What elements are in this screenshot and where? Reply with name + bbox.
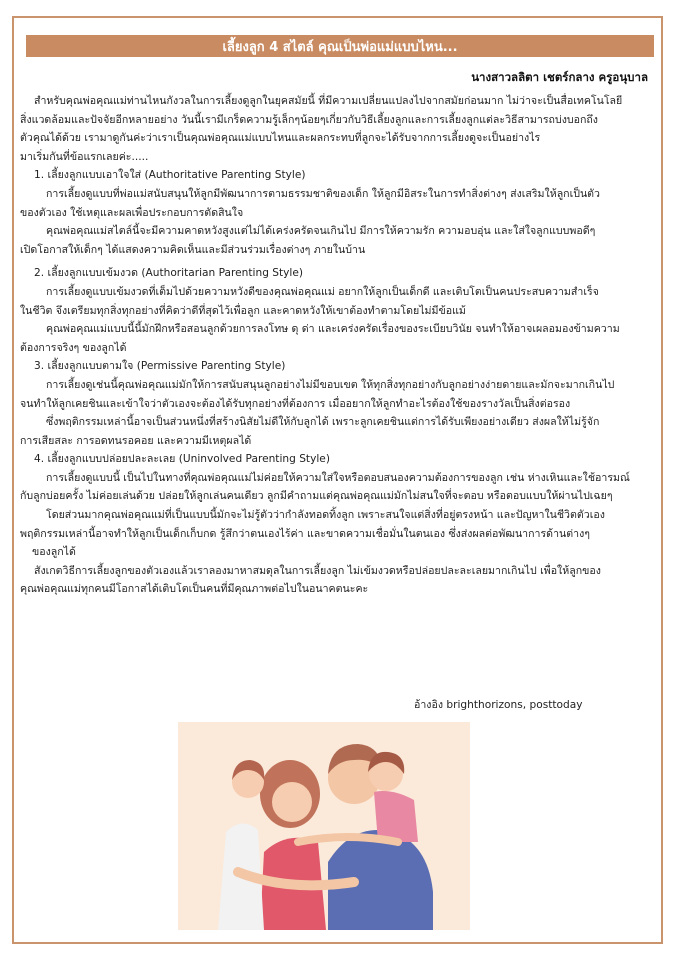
- article-title-text: เลี้ยงลูก 4 สไตล์ คุณเป็นพ่อแม่แบบไหน...: [222, 39, 458, 55]
- section-line: คุณพ่อคุณแม่สไตล์นี้จะมีความคาดหวังสูงแต่ไม่ได้เคร่งครัดจนเกินไป มีการให้ความรัก ความอบอุ่น และใส่ใจลูกแบบพอดีๆ: [46, 225, 596, 238]
- section-line: เปิดโอกาสให้เด็กๆ ได้แสดงความคิดเห็นและมีส่วนร่วมเรื่องต่างๆ ภายในบ้าน: [20, 243, 366, 256]
- section-line: ซึ่งพฤติกรรมเหล่านี้อาจเป็นส่วนหนึ่งที่สร้างนิสัยไม่ดีให้กับลูกได้ เพราะลูกเคยชินแต่การได้รับเพียงอย่างเดียว ส่งผลให้ไม่รู้จัก: [46, 416, 600, 429]
- reference-line: อ้างอิง brighthorizons, posttoday: [414, 699, 583, 711]
- family-hug-illustration: [178, 722, 470, 930]
- article-body: [20, 92, 648, 599]
- intro-line: มาเริ่มกันที่ข้อแรกเลยค่ะ.....: [20, 150, 149, 163]
- conclusion-line: คุณพ่อคุณแม่ทุกคนมีโอกาสได้เติบโตเป็นคนที่มีคุณภาพต่อไปในอนาคตนะคะ: [20, 583, 369, 596]
- section-line: ของตัวเอง ใช้เหตุและผลเพื่อประกอบการตัดสินใจ: [20, 206, 244, 219]
- section-line: ของลูกได้: [32, 546, 76, 559]
- author-line: นางสาวลลิตา เชตร์กลาง ครูอนุบาล: [471, 70, 648, 84]
- section-line: คุณพ่อคุณแม่แบบนี้นี้มักฝึกหรือสอนลูกด้วยการลงโทษ ดุ ด่า และเคร่งครัดเรื่องของระเบียบวินัย จนทำให้อาจเผลอมองข้ามความ: [46, 323, 620, 336]
- section-line: การเลี้ยงดูแบบนี้ เป็นไปในทางที่คุณพ่อคุณแม่ไม่ค่อยให้ความใส่ใจหรือตอบสนองความต้องการของลูก เช่น ห่างเหินและใช้อารมณ์: [46, 471, 630, 484]
- section-line: การเลี้ยงดูเช่นนี้คุณพ่อคุณแม่มักให้การสนับสนุนลูกอย่างไม่มีขอบเขต ให้ทุกสิ่งทุกอย่างกับลูกอย่างง่ายดายและมักจะมากเกินไป: [46, 378, 615, 391]
- family-illustration-svg: [178, 722, 470, 930]
- conclusion-line: สังเกตวิธีการเลี้ยงลูกของตัวเองแล้วเราลองมาหาสมดุลในการเลี้ยงลูก ไม่เข้มงวดหรือปล่อยปละละเลยมากเกินไป เพื่อให้ลูกของ: [34, 564, 601, 577]
- section-line: กับลูกบ่อยครั้ง ไม่ค่อยเล่นด้วย ปล่อยให้ลูกเล่นคนเดียว ลูกมีคำถามแต่คุณพ่อคุณแม่มักไม่สนใจที่จะตอบ หรือตอบแบบให้ผ่านไปเฉยๆ: [20, 490, 613, 503]
- section-heading-authoritarian: 2. เลี้ยงลูกแบบเข้มงวด (Authoritarian Parenting Style): [34, 267, 304, 280]
- section-line: ในชีวิต จึงเตรียมทุกสิ่งทุกอย่างที่คิดว่าดีที่สุดไว้เพื่อลูก และคาดหวังให้เขาต้องทำตามโดยไม่มีข้อแม้: [20, 304, 466, 317]
- section-heading-uninvolved: 4. เลี้ยงลูกแบบปล่อยปละละเลย (Uninvolved Parenting Style): [34, 453, 330, 466]
- section-line: จนทำให้ลูกเคยชินและเข้าใจว่าตัวเองจะต้องได้รับทุกอย่างที่ต้องการ เมื่ออยากให้ลูกทำอะไรต้องใช้ของรางวัลเป็นสิ่งต่อรอง: [20, 397, 571, 410]
- section-line: ต้องการจริงๆ ของลูกได้: [20, 341, 127, 354]
- intro-line: สิ่งแวดล้อมและปัจจัยอีกหลายอย่าง วันนี้เรามีเกร็ดความรู้เล็กๆน้อยๆเกี่ยวกับวิธีเลี้ยงลูกและการเลี้ยงลูกแต่ละวิธีสามารถบ่งบอกถึง: [20, 113, 598, 126]
- section-heading-authoritative: 1. เลี้ยงลูกแบบเอาใจใส่ (Authoritative Parenting Style): [34, 169, 306, 182]
- section-line: พฤติกรรมเหล่านี้อาจทำให้ลูกเป็นเด็กเก็บกด รู้สึกว่าตนเองไร้ค่า และขาดความเชื่อมั่นในตนเอง ซึ่งส่งผลต่อพัฒนาการด้านต่างๆ: [20, 527, 590, 540]
- intro-line: ตัวคุณได้ด้วย เรามาดูกันค่ะว่าเราเป็นคุณพ่อคุณแม่แบบไหนและผลกระทบที่ลูกจะได้รับจากการเลี้ยงดูจะเป็นอย่างไร: [20, 132, 541, 145]
- article-title: [26, 35, 654, 57]
- section-line: การเลี้ยงดูแบบเข้มงวดที่เต็มไปด้วยความหวังดีของคุณพ่อคุณแม่ อยากให้ลูกเป็นเด็กดี และเติบโตเป็นคนประสบความสำเร็จ: [46, 285, 599, 298]
- section-heading-permissive: 3. เลี้ยงลูกแบบตามใจ (Permissive Parenting Style): [34, 360, 286, 373]
- section-line: การเสียสละ การอดทนรอคอย และความมีเหตุผลได้: [20, 434, 252, 447]
- intro-line: สำหรับคุณพ่อคุณแม่ท่านไหนกังวลในการเลี้ยงดูลูกในยุคสมัยนี้ ที่มีความเปลี่ยนแปลงไปจากสมัยก่อนมาก ไม่ว่าจะเป็นสื่อเทคโนโลยี: [34, 95, 623, 107]
- section-line: การเลี้ยงดูแบบที่พ่อแม่สนับสนุนให้ลูกมีพัฒนาการตามธรรมชาติของเด็ก ให้ลูกมีอิสระในการทำสิ่งต่างๆ ส่งเสริมให้ลูกเป็นตัว: [46, 187, 601, 200]
- section-line: โดยส่วนมากคุณพ่อคุณแม่ที่เป็นแบบนี้มักจะไม่รู้ตัวว่ากำลังทอดทิ้งลูก เพราะสนใจแต่สิ่งที่อยู่ตรงหน้า และปัญหาในชีวิตตัวเอง: [46, 509, 605, 522]
